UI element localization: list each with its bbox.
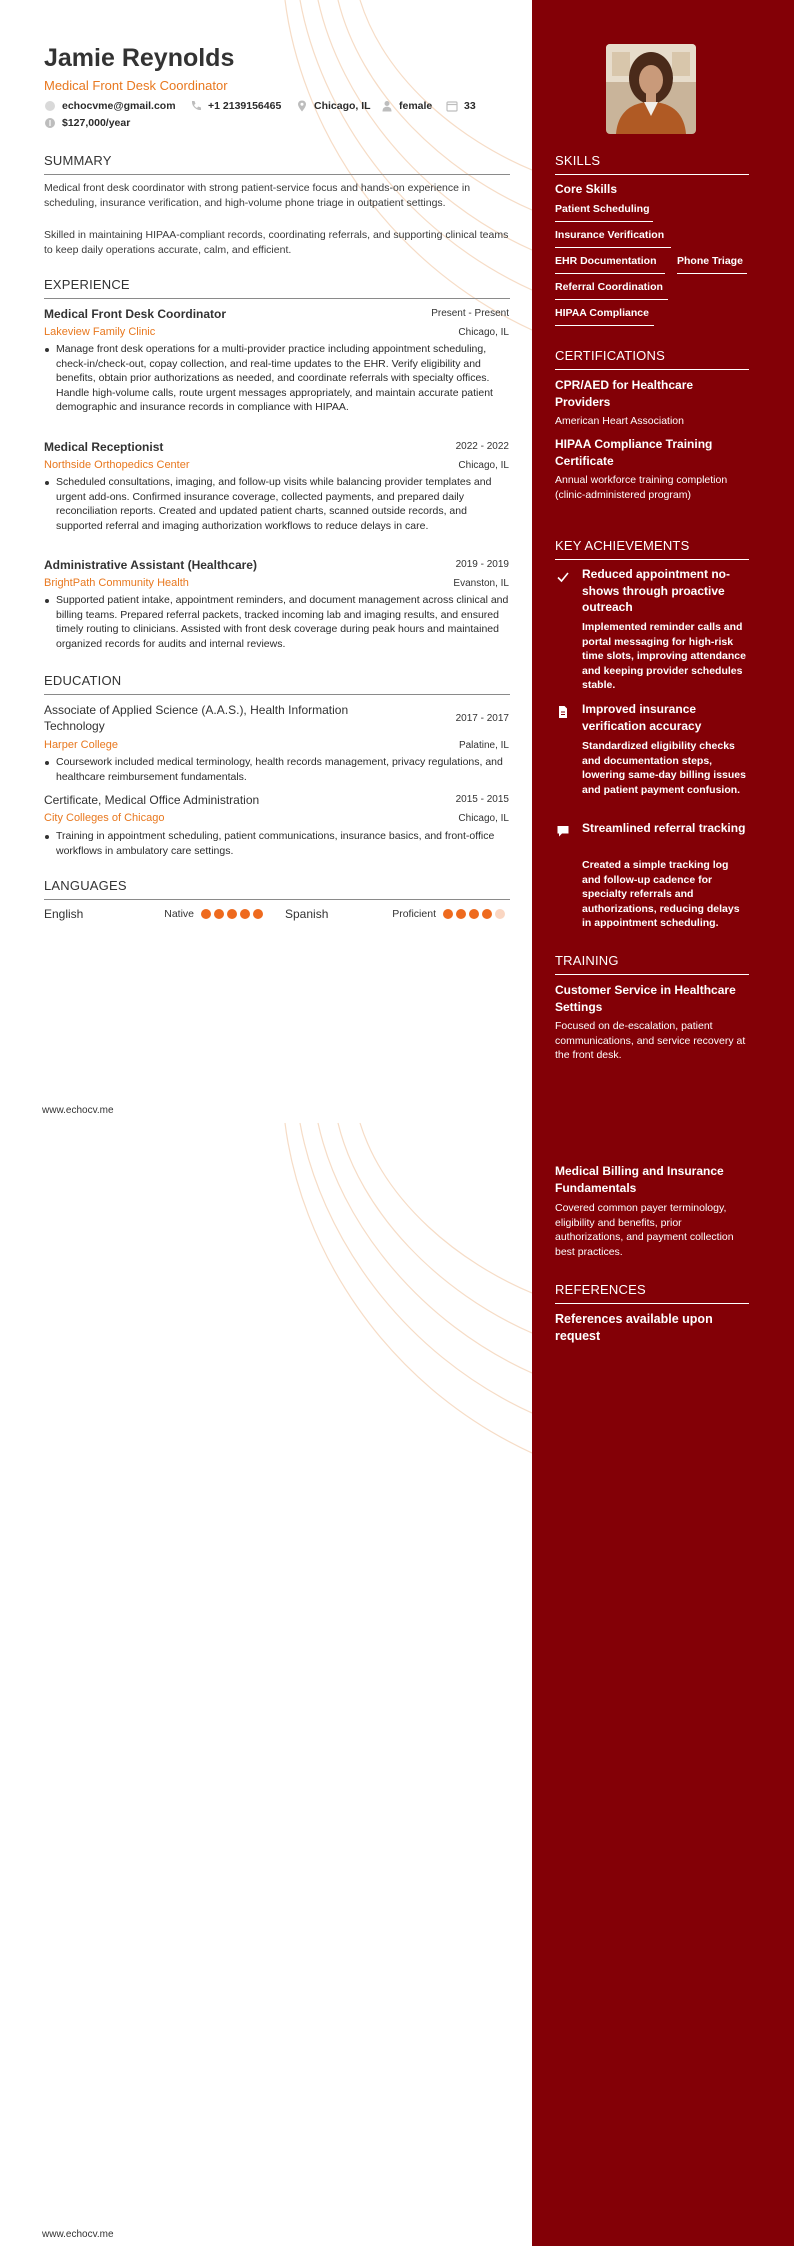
chat-icon: [556, 824, 570, 838]
skill-chip: HIPAA Compliance: [555, 307, 649, 319]
education-school[interactable]: City Colleges of Chicago: [44, 812, 165, 824]
training-text: Focused on de-escalation, patient communications, and service recovery at the front desk.: [555, 1020, 746, 1061]
certifications-divider: [555, 369, 749, 370]
education-bullet: Training in appointment scheduling, patient communications, insurance basics, and front-office workflows in ambulatory care settings.: [56, 829, 510, 858]
skill-chip: Referral Coordination: [555, 281, 663, 293]
job-date: 2022 - 2022: [455, 441, 509, 452]
rating-dot: [443, 909, 453, 919]
education-school[interactable]: Harper College: [44, 739, 118, 751]
contact-email[interactable]: echocvme@gmail.com: [44, 100, 176, 112]
contact-salary: $127,000/year: [44, 117, 130, 129]
achievement-text: Implemented reminder calls and portal messaging for high-risk time slots, improving attendance and keeping provider schedules stable.: [582, 621, 746, 691]
footer-url[interactable]: www.echocv.me: [42, 1105, 114, 1116]
summary-heading: SUMMARY: [44, 153, 112, 168]
training-name: Customer Service in Healthcare Settings: [555, 983, 736, 1014]
achievement-text: Created a simple tracking log and follow-up cadence for specialty referrals and authorizations, reducing delays in appointment scheduling.: [582, 859, 740, 929]
job-date: 2019 - 2019: [455, 559, 509, 570]
certification-issuer: American Heart Association: [555, 415, 684, 427]
sidebar-panel: [532, 0, 794, 2246]
language-name: English: [44, 907, 84, 921]
skills-group-title: Core Skills: [555, 182, 618, 196]
summary-paragraph: Skilled in maintaining HIPAA-compliant records, coordinating referrals, and supporting clinical teams to keep daily operations accurate, calm, and efficient.: [44, 229, 509, 256]
job-company[interactable]: BrightPath Community Health: [44, 577, 189, 589]
references-text: References available upon request: [555, 1312, 713, 1343]
languages-divider: [44, 899, 510, 900]
person-icon: [381, 100, 393, 112]
job-bullet: Manage front desk operations for a multi-provider practice including appointment scheduling, check-in/check-out, copay collection, and real-time updates to the EHR. Verify eligibility and benefits, obtain prior authorizations as needed, and coordinate referrals with specialty offices. Handle high-volume calls, route urgent messages appropriately, and maintain accurate patient demographic and insurance records in compliance with HIPAA.: [56, 342, 510, 415]
skills-divider: [555, 174, 749, 175]
language-name: Spanish: [285, 907, 329, 921]
references-heading: REFERENCES: [555, 1282, 646, 1297]
skill-underline: [555, 299, 668, 300]
skills-heading: SKILLS: [555, 153, 601, 168]
job-title: Medical Receptionist: [44, 440, 164, 454]
contact-phone[interactable]: +1 2139156465: [190, 100, 281, 112]
skill-chip: Patient Scheduling: [555, 203, 650, 215]
profile-photo: [606, 44, 696, 134]
education-divider: [44, 694, 510, 695]
achievement-title: Improved insurance verification accuracy: [582, 702, 702, 733]
candidate-name: Jamie Reynolds: [44, 44, 235, 72]
languages-heading: LANGUAGES: [44, 878, 127, 893]
summary-divider: [44, 174, 510, 175]
job-location: Chicago, IL: [458, 460, 509, 471]
certification-name: CPR/AED for Healthcare Providers: [555, 378, 694, 409]
language-rating: [443, 909, 505, 919]
salary-icon: [44, 117, 56, 129]
education-heading: EDUCATION: [44, 673, 122, 688]
email-icon: [44, 100, 56, 112]
skill-chip: Insurance Verification: [555, 229, 665, 241]
achievements-divider: [555, 559, 749, 560]
rating-dot: [227, 909, 237, 919]
rating-dot: [482, 909, 492, 919]
rating-dot: [495, 909, 505, 919]
job-location: Chicago, IL: [458, 327, 509, 338]
skill-underline: [677, 273, 747, 274]
footer-url[interactable]: www.echocv.me: [42, 2229, 114, 2240]
achievements-heading: KEY ACHIEVEMENTS: [555, 538, 690, 553]
skill-underline: [555, 247, 671, 248]
candidate-role: Medical Front Desk Coordinator: [44, 78, 228, 93]
job-bullet: Supported patient intake, appointment reminders, and document management across clinical and billing teams. Prepared referral packets, tracked incoming lab and imaging results, and ensured timely routing to clinicians. Assisted with front desk coverage during peak hours and maintained organized records for audits and internal reviews.: [56, 594, 509, 650]
contact-location: Chicago, IL: [296, 100, 371, 112]
contact-gender: female: [381, 100, 432, 112]
certifications-heading: CERTIFICATIONS: [555, 348, 665, 363]
skill-chip: Phone Triage: [677, 255, 743, 267]
training-text: Covered common payer terminology, eligibility and benefits, prior authorizations, and payment collection best practices.: [555, 1202, 734, 1258]
training-name: Medical Billing and Insurance Fundamentals: [555, 1164, 724, 1195]
skill-underline: [555, 273, 665, 274]
education-location: Chicago, IL: [458, 813, 509, 824]
language-level: Native: [164, 908, 194, 920]
calendar-icon: [446, 100, 458, 112]
contact-age: 33: [446, 100, 476, 112]
achievement-title: Streamlined referral tracking: [582, 821, 746, 835]
language-rating: [201, 909, 263, 919]
education-title: Certificate, Medical Office Administration: [44, 793, 260, 807]
job-location: Evanston, IL: [453, 578, 509, 589]
experience-heading: EXPERIENCE: [44, 277, 130, 292]
job-bullet: Scheduled consultations, imaging, and follow-up visits while balancing provider templates and urgent add-ons. Confirmed insurance coverage, collected payments, and prepared daily reconciliation reports. Created and updated patient charts, scanned outside records, and supported referral and imaging authorization workflows to reduce delays in care.: [56, 475, 510, 533]
rating-dot: [214, 909, 224, 919]
rating-dot: [240, 909, 250, 919]
training-divider: [555, 974, 749, 975]
education-title: Associate of Applied Science (A.A.S.), Health Information Technology: [44, 703, 349, 733]
document-icon: [556, 705, 570, 719]
certification-name: HIPAA Compliance Training Certificate: [555, 437, 713, 468]
language-level: Proficient: [392, 908, 436, 920]
phone-icon: [190, 100, 202, 112]
location-icon: [296, 100, 308, 112]
job-company[interactable]: Northside Orthopedics Center: [44, 459, 190, 471]
education-bullet: Coursework included medical terminology, health records management, privacy regulations, and healthcare reimbursement fundamentals.: [56, 755, 510, 784]
job-company[interactable]: Lakeview Family Clinic: [44, 326, 156, 338]
skill-underline: [555, 325, 654, 326]
education-location: Palatine, IL: [458, 740, 509, 751]
summary-paragraph: Medical front desk coordinator with strong patient-service focus and hands-on experience in scheduling, insurance verification, and high-volume phone triage in outpatient settings.: [44, 182, 471, 209]
experience-divider: [44, 298, 510, 299]
job-title: Administrative Assistant (Healthcare): [44, 558, 257, 572]
training-heading: TRAINING: [555, 953, 619, 968]
skill-chip: EHR Documentation: [555, 255, 657, 267]
rating-dot: [469, 909, 479, 919]
rating-dot: [201, 909, 211, 919]
education-date: 2015 - 2015: [455, 794, 509, 805]
rating-dot: [253, 909, 263, 919]
education-date: 2017 - 2017: [455, 713, 509, 724]
achievement-title: Reduced appointment no-shows through proactive outreach: [582, 567, 730, 614]
rating-dot: [456, 909, 466, 919]
job-date: Present - Present: [431, 308, 509, 319]
job-title: Medical Front Desk Coordinator: [44, 307, 227, 321]
certification-issuer: Annual workforce training completion (clinic-administered program): [555, 474, 728, 501]
checkmark-icon: [556, 570, 570, 584]
skill-underline: [555, 221, 653, 222]
achievement-text: Standardized eligibility checks and documentation steps, lowering same-day billing issues and patient payment confusion.: [582, 740, 746, 796]
references-divider: [555, 1303, 749, 1304]
